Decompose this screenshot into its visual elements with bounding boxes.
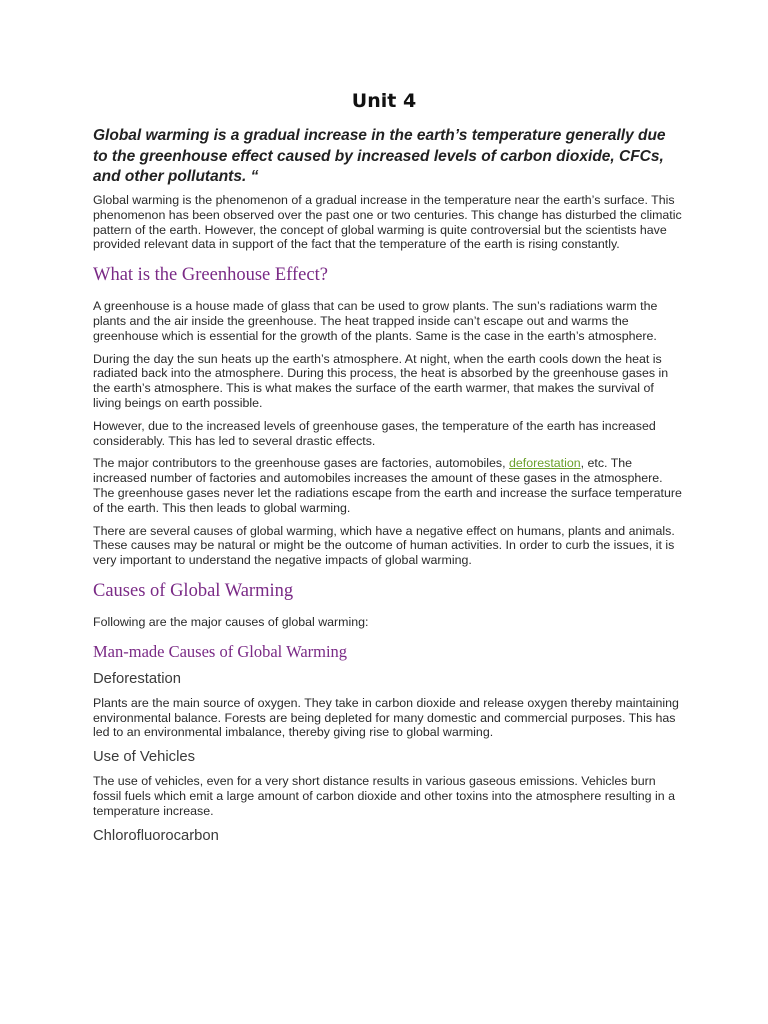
greenhouse-paragraph-1: A greenhouse is a house made of glass that can be used to grow plants. The sun’s radiations warm the plants and the air inside the greenhouse. The heat trapped inside can’t escape out and warms the greenhouse which is essential for the growth of the plants. Same is the case in the earth’s atmosphere. [93,299,658,343]
greenhouse-paragraph-5: There are several causes of global warming, which have a negative effect on humans, plants and animals. These causes may be natural or might be the outcome of human activities. In order to curb the issues, it is very important to understand the negative impacts of global warming. [93,523,675,568]
unit-title: Unit 4 [351,90,417,112]
document-body [93,193,685,853]
causes-heading: Causes of Global Warming [93,580,294,601]
causes-intro: Following are the major causes of global warming: [93,614,369,629]
cfc-heading: Chlorofluorocarbon [93,827,219,844]
greenhouse-paragraph-2: During the day the sun heats up the earth’s atmosphere. At night, when the earth cools down the heat is radiated back into the atmosphere. During this process, the heat is absorbed by the greenhouse gases in the earth’s atmosphere. This is what makes the surface of the earth warmer, that makes the survival of living beings on earth possible. [93,351,669,410]
greenhouse-paragraph-4-end: , etc. The increased number of factories and automobiles increases the amount of these gases in the atmosphere. The greenhouse gases never let the radiations escape from the earth and increase the surface temperature of the earth. This then leads to global warming. [93,456,682,515]
manmade-causes-heading: Man-made Causes of Global Warming [93,641,348,661]
vehicles-heading: Use of Vehicles [93,749,195,766]
deforestation-heading: Deforestation [93,670,182,687]
greenhouse-heading: What is the Greenhouse Effect? [93,265,328,286]
intro-quote: Global warming is a gradual increase in the earth’s temperature generally due to the greenhouse effect caused by increased levels of carbon dioxide, CFCs, and other pollutants. “ [93,127,666,185]
deforestation-link[interactable]: deforestation [509,456,581,471]
intro-paragraph: Global warming is the phenomenon of a gradual increase in the temperature near the earth’s surface. This phenomenon has been observed over the past one or two centuries. This change has disturbed the climatic pattern of the earth. However, the concept of global warming is quite controversial but the scientists have provided relevant data in support of the fact that the temperature of the earth is rising constantly. [93,193,682,252]
deforestation-paragraph: Plants are the main source of oxygen. They take in carbon dioxide and release oxygen thereby maintaining environmental balance. Forests are being depleted for many domestic and commercial purposes. This has led to an environmental imbalance, thereby giving rise to global warming. [93,695,679,740]
greenhouse-paragraph-4-start: The major contributors to the greenhouse gases are factories, automobiles, [93,456,509,471]
greenhouse-paragraph-3: However, due to the increased levels of greenhouse gases, the temperature of the earth has increased considerably. This has led to several drastic effects. [93,418,656,448]
vehicles-paragraph: The use of vehicles, even for a very short distance results in various gaseous emissions. Vehicles burn fossil fuels which emit a large amount of carbon dioxide and other toxins into the atmosphere resulting in a temperature increase. [93,774,675,818]
greenhouse-paragraph-4 [93,456,685,515]
